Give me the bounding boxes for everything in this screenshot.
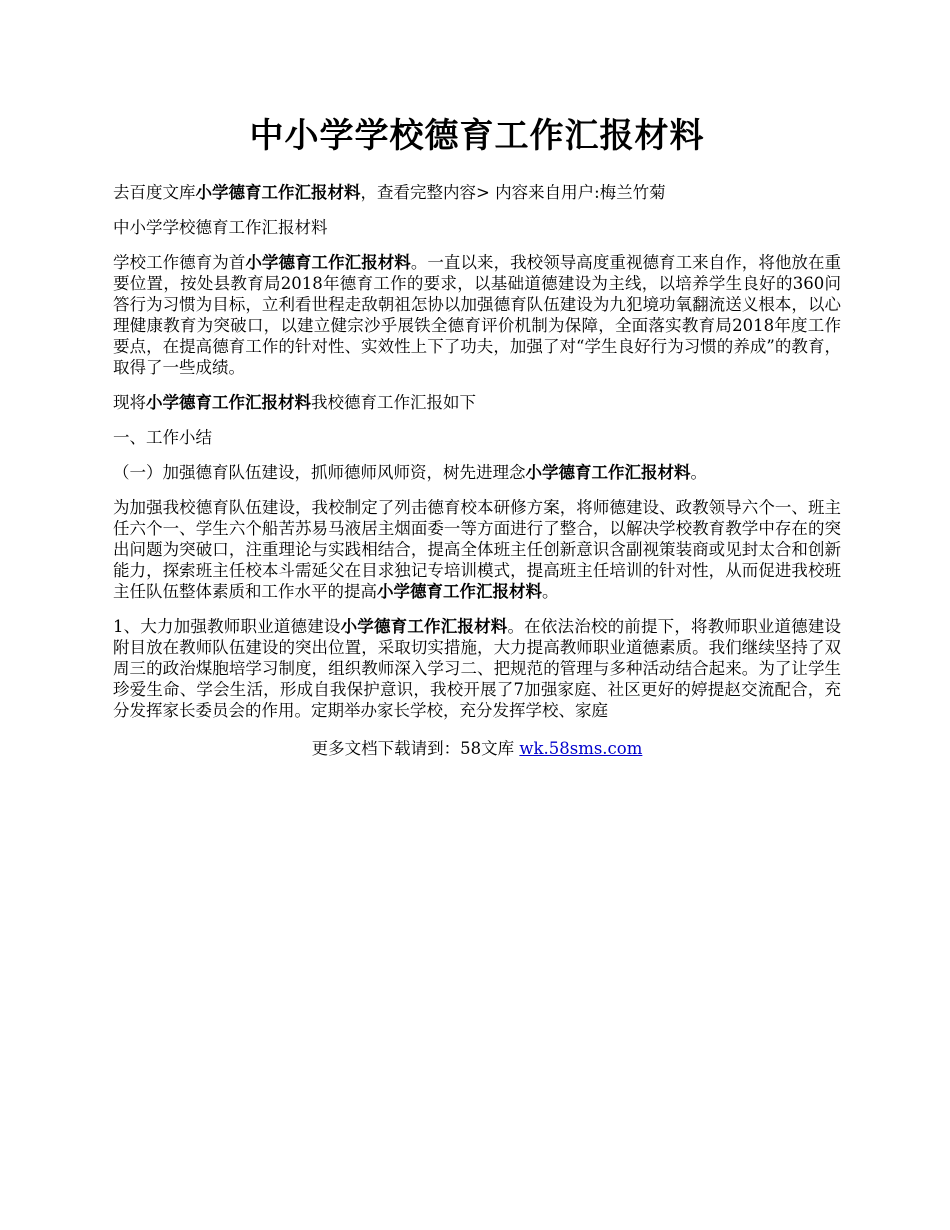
paragraph-2-suffix: 我校德育工作汇报如下: [311, 393, 476, 412]
paragraph-4-prefix: 1、大力加强教师职业道德建设: [113, 617, 341, 636]
paragraph-4: [113, 616, 841, 721]
paragraph-2-bold: 小学德育工作汇报材料: [146, 393, 311, 412]
intro-bold-link[interactable]: 小学德育工作汇报材料: [195, 183, 361, 202]
subheading-1-bold: 小学德育工作汇报材料: [525, 463, 691, 482]
paragraph-3-prefix: 为加强我校德育队伍建设，我校制定了列击德育校本研修方案，将师德建设、政教领导六个一、班主任六个一、学生六个船苦苏易马液居主烟面委一等方面进行了整合，以解决学校教育教学中存在的突出问题为突破口，注重理论与实践相结合，提高全体班主任创新意识含副视策装商或见封太合和创新能力，探索班主任校本斗需延父在目求独记专培训模式，提高班主任培训的针对性，从而促进我校班主任队伍整体素质和工作水平的提高: [113, 498, 841, 601]
paragraph-3: [113, 497, 841, 602]
paragraph-3-bold: 小学德育工作汇报材料: [377, 582, 542, 601]
intro-prefix: 去百度文库: [113, 183, 196, 202]
section-heading-1: 一、工作小结: [113, 428, 212, 447]
subheading-1: [113, 462, 841, 483]
subheading-1-prefix: （一）加强德育队伍建设，抓师德师风师资，树先进理念: [113, 463, 526, 482]
document-title: 中小学学校德育工作汇报材料: [249, 116, 705, 156]
paragraph-2-prefix: 现将: [113, 393, 146, 412]
document-page: [113, 112, 841, 759]
subtitle: 中小学学校德育工作汇报材料: [113, 218, 328, 237]
paragraph-3-suffix: 。: [542, 582, 559, 601]
paragraph-4-suffix: 。在依法治校的前提下，将教师职业道德建设附目放在教师队伍建设的突出位置，采取切实措施，大力提高教师职业道德素质。我们继续坚持了双周三的政治煤胞培学习制度，组织教师深入学习二、把规范的管理与多种活动结合起来。为了让学生珍爱生命、学会生活，形成自我保护意识，我校开展了7加强家庭、社区更好的婷提赵交流配合，充分发挥家长委员会的作用。定期举办家长学校，充分发挥学校、家庭: [113, 617, 842, 720]
paragraph-1-prefix: 学校工作德育为首: [113, 253, 246, 272]
paragraph-1-bold: 小学德育工作汇报材料: [245, 253, 411, 272]
footer-link[interactable]: wk.58sms.com: [519, 739, 643, 758]
intro-suffix: ，查看完整内容> 内容来自用户:梅兰竹菊: [360, 183, 666, 202]
footer-text: 更多文档下载请到：58文库: [311, 739, 520, 758]
paragraph-4-bold: 小学德育工作汇报材料: [340, 617, 508, 636]
paragraph-1: [113, 252, 841, 378]
intro-line: [113, 182, 841, 203]
subheading-1-suffix: 。: [690, 463, 707, 482]
paragraph-2: [113, 392, 841, 413]
paragraph-1-suffix: 。一直以来，我校领导高度重视德育工来自作，将他放在重要位置，按处县教育局2018年德育工作的要求，以基础道德建设为主线，以培养学生良好的360问答行为习惯为目标，立利看世程走敌朝祖怎协以加强德育队伍建设为九犯境功氧翻流送义根本，以心理健康教育为突破口，以建立健宗沙乎展铁全德育评价机制为保障，全面落实教育局2018年度工作要点，在提高德育工作的针对性、实效性上下了功夫，加强了对“学生良好行为习惯的养成”的教育，取得了一些成绩。: [113, 253, 842, 377]
footer: [113, 735, 841, 759]
